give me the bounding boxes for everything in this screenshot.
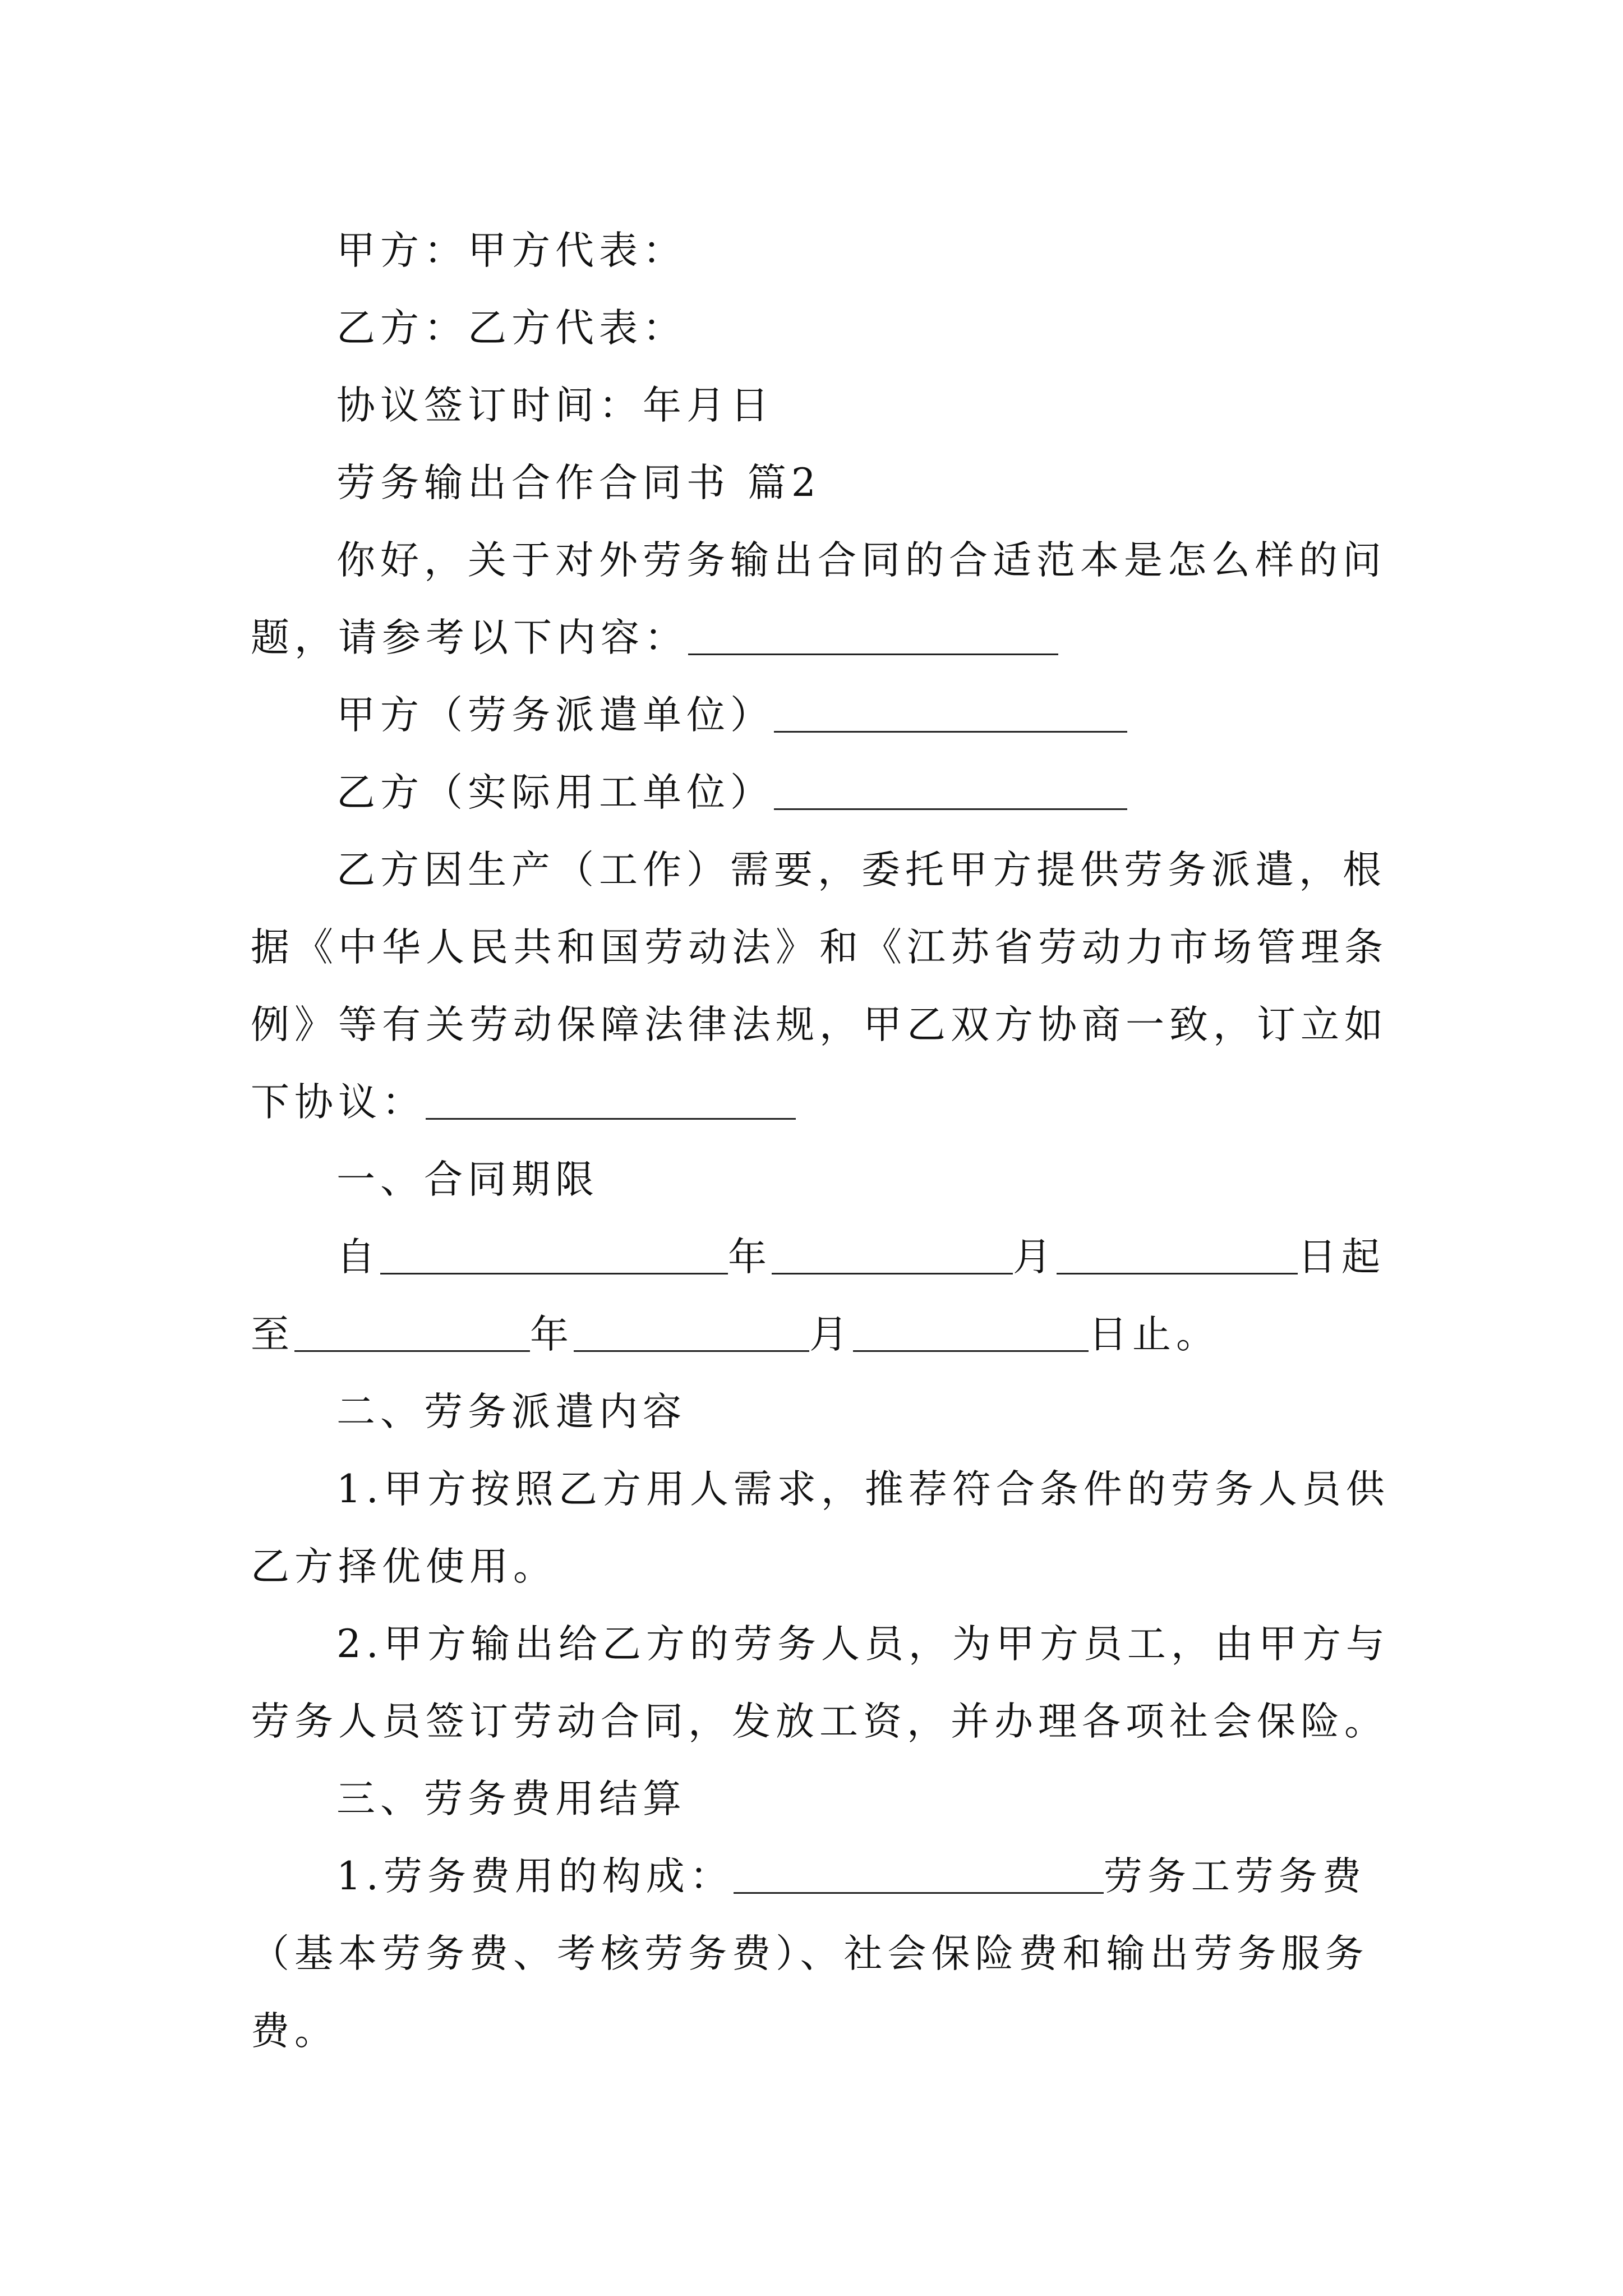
- day-start-label: 日起: [1298, 1235, 1385, 1280]
- end-day-blank[interactable]: [853, 1350, 1089, 1352]
- start-year-blank[interactable]: [380, 1273, 728, 1274]
- end-month-blank[interactable]: [574, 1350, 809, 1352]
- year-label: 年: [728, 1235, 772, 1280]
- preamble-line-2: 据《中华人民共和国劳动法》和《江苏省劳动力市场管理条: [251, 925, 1388, 970]
- intro-line-2: [251, 599, 1384, 677]
- start-month-blank[interactable]: [772, 1273, 1013, 1274]
- fill-blank[interactable]: [688, 654, 1058, 655]
- term-to-label: 至: [251, 1312, 294, 1357]
- party-b-line: 乙方：乙方代表：: [336, 306, 686, 351]
- fee-composition-blank[interactable]: [734, 1892, 1104, 1894]
- day-end-label: 日止。: [1089, 1312, 1220, 1357]
- dispatch-item-1-line-2: 乙方择优使用。: [251, 1544, 557, 1589]
- document-body: [251, 212, 1390, 2070]
- fee-item-1-line-2: （基本劳务费、考核劳务费）、社会保险费和输出劳务服务: [251, 1931, 1369, 1976]
- intro-line-1: 你好，关于对外劳务输出合同的合适范本是怎么样的问: [336, 538, 1386, 583]
- start-day-blank[interactable]: [1057, 1273, 1298, 1274]
- preamble-text: 下协议：: [251, 1080, 426, 1125]
- term-end-line: [251, 1296, 1384, 1373]
- heading-contract-term: 一、合同期限: [336, 1157, 599, 1202]
- year-label: 年: [530, 1312, 574, 1357]
- agreement-blank[interactable]: [426, 1118, 796, 1120]
- heading-dispatch-content: 二、劳务派遣内容: [336, 1389, 686, 1434]
- dispatch-item-2-line-2: 劳务人员签订劳动合同，发放工资，并办理各项社会保险。: [251, 1699, 1388, 1744]
- fee-composition-text: 劳务工劳务费: [1103, 1854, 1366, 1899]
- dispatch-item-1-line-1: 1.甲方按照乙方用人需求，推荐符合条件的劳务人员供: [336, 1467, 1390, 1512]
- preamble-line-1: 乙方因生产（工作）需要，委托甲方提供劳务派遣，根: [336, 848, 1386, 892]
- party-a-unit-blank[interactable]: [774, 731, 1127, 733]
- party-b-unit-label: 乙方（实际用工单位）: [336, 770, 774, 815]
- party-a-unit-line: [251, 677, 1384, 754]
- fee-item-1-line-3: 费。: [251, 2009, 338, 2054]
- party-b-unit-line: [251, 754, 1384, 831]
- term-from-label: 自: [336, 1235, 380, 1280]
- fee-composition-label: 1.劳务费用的构成：: [336, 1854, 734, 1899]
- month-label: 月: [1013, 1235, 1057, 1280]
- term-start-line: [251, 1218, 1384, 1296]
- end-year-blank[interactable]: [294, 1350, 530, 1352]
- month-label: 月: [809, 1312, 853, 1357]
- intro-text: 题，请参考以下内容：: [251, 615, 688, 660]
- fee-item-1-line-1: [251, 1838, 1384, 1915]
- party-a-unit-label: 甲方（劳务派遣单位）: [336, 693, 774, 738]
- party-a-line: 甲方：甲方代表：: [336, 228, 686, 273]
- signing-date-line: 协议签订时间：年月日: [336, 383, 774, 428]
- party-b-unit-blank[interactable]: [774, 808, 1127, 810]
- heading-fee-settlement: 三、劳务费用结算: [336, 1777, 686, 1821]
- preamble-line-3: 例》等有关劳动保障法律法规，甲乙双方协商一致，订立如: [251, 1002, 1388, 1047]
- dispatch-item-2-line-1: 2.甲方输出给乙方的劳务人员，为甲方员工，由甲方与: [336, 1622, 1390, 1667]
- preamble-line-4: [251, 1064, 1384, 1141]
- section-title: 劳务输出合作合同书 篇2: [336, 461, 821, 505]
